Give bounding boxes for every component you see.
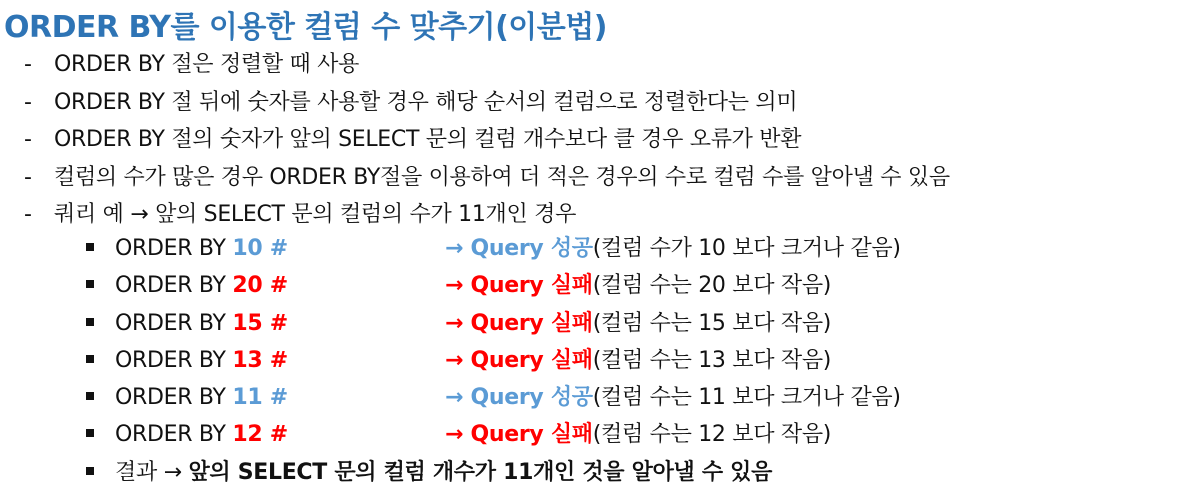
dash-bullet: - [24, 127, 32, 152]
list-item-text: ORDER BY 절은 정렬할 때 사용 [54, 52, 360, 77]
query-number: 12 # [232, 422, 288, 448]
final-prefix: 결과 → [115, 459, 189, 485]
query-item [86, 379, 901, 416]
query-prefix: ORDER BY [115, 385, 233, 411]
list-item-text: 쿼리 예 → 앞의 SELECT 문의 컬럼의 수가 11개인 경우 [54, 202, 577, 227]
query-item [86, 267, 901, 304]
query-statement [115, 342, 445, 379]
query-statement [115, 416, 445, 453]
page-title: ORDER BY를 이용한 컬럼 수 맞추기(이분법) [4, 10, 607, 45]
square-bullet-icon [86, 467, 94, 475]
square-bullet-icon [86, 243, 94, 251]
square-bullet-icon [86, 392, 94, 400]
list-item [24, 46, 950, 84]
square-bullet-icon [86, 355, 94, 363]
list-item-text: ORDER BY 절 뒤에 숫자를 사용할 경우 해당 순서의 컬럼으로 정렬한다는 의미 [54, 89, 798, 115]
final-result-item [86, 454, 901, 491]
dash-bullet: - [24, 202, 32, 227]
query-detail: (컬럼 수는 11 보다 크거나 같음) [592, 385, 901, 411]
query-detail: (컬럼 수가 10 보다 크거나 같음) [592, 236, 901, 261]
query-number: 13 # [232, 347, 288, 373]
query-statement [115, 379, 445, 416]
list-item [24, 121, 950, 159]
query-result: → Query 성공 [445, 385, 593, 411]
query-detail: (컬럼 수는 12 보다 작음) [592, 422, 832, 448]
query-number: 11 # [232, 385, 288, 411]
square-bullet-icon [86, 429, 94, 437]
query-item [86, 416, 901, 453]
query-list [86, 230, 901, 491]
query-result: → Query 실패 [445, 310, 593, 336]
query-result: → Query 실패 [445, 347, 593, 373]
final-text: 앞의 SELECT 문의 컬럼 개수가 11개인 것을 알아낼 수 있음 [188, 459, 773, 485]
query-prefix: ORDER BY [115, 236, 233, 261]
query-statement [115, 267, 445, 304]
dash-list [24, 46, 950, 234]
query-result: → Query 성공 [445, 236, 593, 261]
query-prefix: ORDER BY [115, 310, 233, 336]
square-bullet-icon [86, 280, 94, 288]
list-item [24, 159, 950, 197]
query-prefix: ORDER BY [115, 347, 233, 373]
query-detail: (컬럼 수는 20 보다 작음) [592, 273, 832, 299]
query-number: 15 # [232, 310, 288, 336]
query-result: → Query 실패 [445, 422, 593, 448]
query-statement [115, 305, 445, 342]
query-item [86, 230, 901, 267]
dash-bullet: - [24, 164, 32, 190]
query-prefix: ORDER BY [115, 422, 233, 448]
query-prefix: ORDER BY [115, 273, 233, 299]
dash-bullet: - [24, 52, 32, 77]
query-number: 10 # [232, 236, 288, 261]
query-item [86, 305, 901, 342]
query-detail: (컬럼 수는 13 보다 작음) [592, 347, 832, 373]
list-item [24, 196, 950, 234]
query-result: → Query 실패 [445, 273, 593, 299]
query-detail: (컬럼 수는 15 보다 작음) [592, 310, 832, 336]
query-item [86, 342, 901, 379]
list-item-text: 컬럼의 수가 많은 경우 ORDER BY절을 이용하여 더 적은 경우의 수로 컬럼 수를 알아낼 수 있음 [54, 164, 950, 190]
query-number: 20 # [232, 273, 288, 299]
query-statement [115, 230, 445, 267]
list-item-text: ORDER BY 절의 숫자가 앞의 SELECT 문의 컬럼 개수보다 클 경우 오류가 반환 [54, 127, 802, 152]
dash-bullet: - [24, 89, 32, 115]
list-item [24, 84, 950, 122]
square-bullet-icon [86, 318, 94, 326]
